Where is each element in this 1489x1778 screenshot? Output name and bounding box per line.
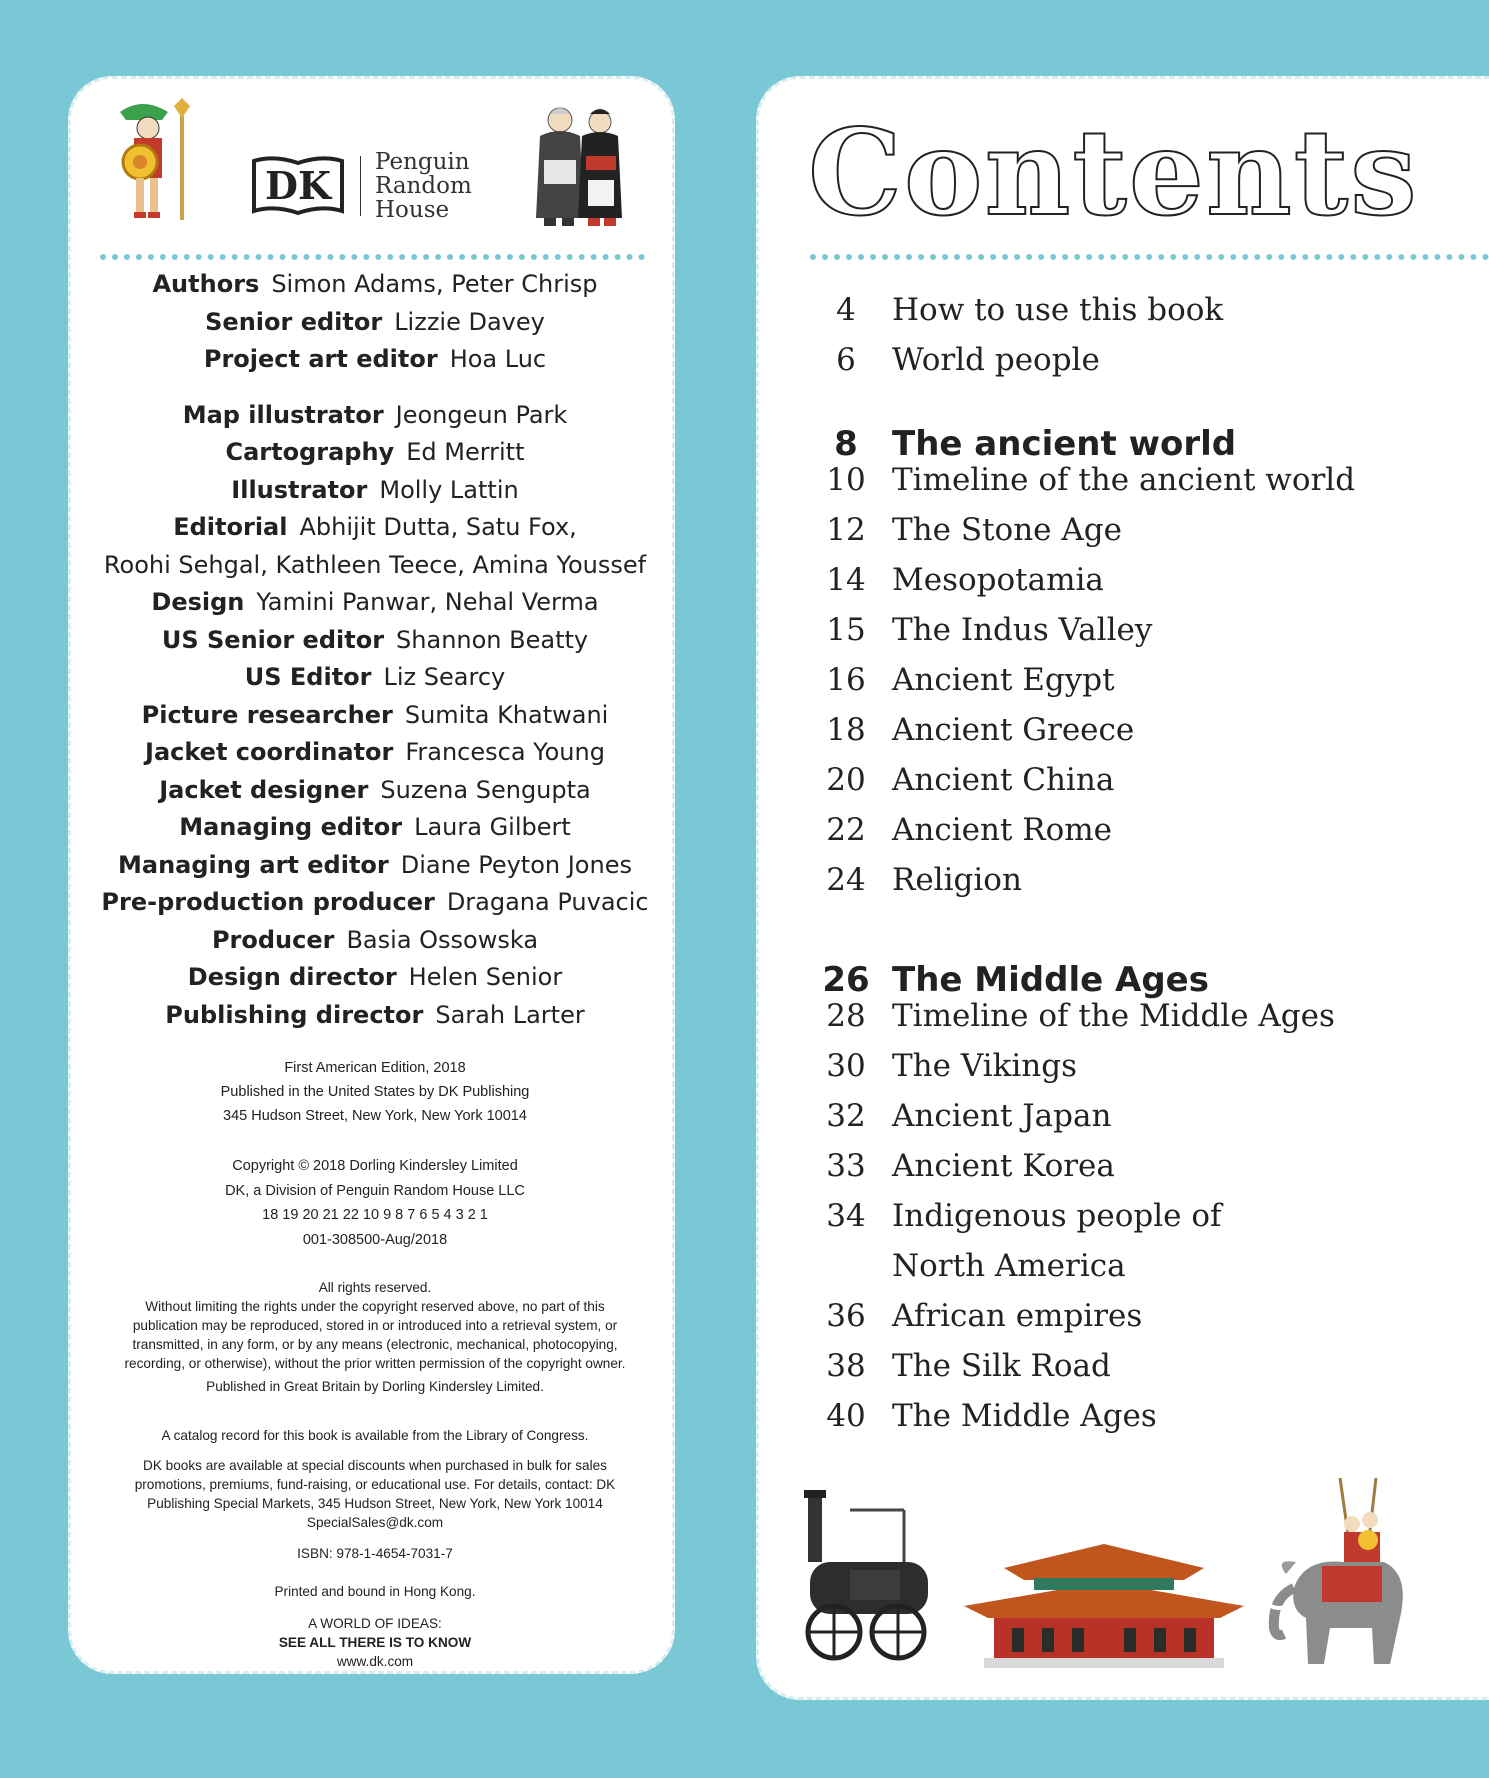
toc-page-number: 6 <box>836 342 856 378</box>
toc-label: The Silk Road <box>892 1348 1111 1384</box>
toc-entry[interactable] <box>800 862 1440 912</box>
copyright-line: 001-308500-Aug/2018 <box>302 1231 448 1248</box>
credit-project-art-editor <box>95 341 655 379</box>
toc-label: Ancient Egypt <box>892 662 1115 698</box>
toc-entry[interactable] <box>800 762 1440 812</box>
credit-publishing-director <box>95 997 655 1035</box>
credit-pre-production-producer <box>95 884 655 922</box>
credit-names: Abhijit Dutta, Satu Fox, <box>299 513 577 541</box>
contents-title: Contents <box>808 103 1419 242</box>
credit-design-director <box>95 959 655 997</box>
credits-list <box>95 266 655 1034</box>
rights-gb: Published in Great Britain by Dorling Kindersley Limited. <box>206 1379 544 1394</box>
rights-line: publication may be reproduced, stored in or introduced into a retrieval system, or <box>132 1318 618 1333</box>
edition-line: Published in the United States by DK Publishing <box>220 1084 530 1100</box>
credit-role: Authors <box>152 270 260 298</box>
credit-illustrator <box>95 472 655 510</box>
toc-entry[interactable] <box>800 1098 1440 1148</box>
special-sales-line: Publishing Special Markets, 345 Hudson Street, New York, New York 10014 <box>147 1496 603 1511</box>
toc-entry[interactable] <box>800 712 1440 762</box>
credit-names: Suzena Sengupta <box>380 775 591 804</box>
toc-label: World people <box>892 342 1100 378</box>
toc-entry[interactable] <box>800 1298 1440 1348</box>
credit-role: Project art editor <box>203 345 438 373</box>
toc-ancient-world <box>800 424 1440 912</box>
credit-role: US Senior editor <box>161 625 385 654</box>
credit-role: Cartography <box>225 438 395 466</box>
credit-editorial-continued <box>95 547 655 585</box>
printed-notice <box>86 1582 664 1601</box>
toc-section-heading[interactable] <box>800 424 1440 462</box>
toc-label: How to use this book <box>892 292 1224 328</box>
toc-page-number: 16 <box>826 662 866 698</box>
chinese-palace-illustration <box>964 1540 1244 1675</box>
credit-us-editor <box>95 659 655 697</box>
rights-notice <box>86 1278 664 1396</box>
toc-intro <box>800 292 1440 392</box>
rights-line: transmitted, in any form, or by any means (electronic, mechanical, photocopying, <box>132 1337 618 1352</box>
aztec-warrior-illustration <box>112 98 192 224</box>
credit-names: Molly Lattin <box>379 475 519 504</box>
copyright-line: Copyright © 2018 Dorling Kindersley Limited <box>232 1158 518 1174</box>
credit-names: Hoa Luc <box>449 345 547 373</box>
edition-line: First American Edition, 2018 <box>284 1060 466 1076</box>
credit-names: Helen Senior <box>408 963 563 991</box>
credit-role: US Editor <box>244 663 372 691</box>
toc-entry[interactable] <box>800 462 1440 512</box>
war-elephant-illustration <box>1264 1478 1414 1668</box>
japanese-couple-illustration <box>530 100 630 230</box>
copyright-line: DK, a Division of Penguin Random House LLC <box>225 1182 525 1199</box>
credit-role: Managing editor <box>179 813 403 841</box>
toc-page-number: 22 <box>826 812 866 848</box>
rights-heading: All rights reserved. <box>318 1280 432 1295</box>
toc-middle-ages <box>800 960 1440 1448</box>
toc-page-number: 33 <box>826 1148 866 1184</box>
credit-jacket-coordinator <box>95 734 655 772</box>
special-sales-email: SpecialSales@dk.com <box>306 1515 444 1530</box>
toc-label: Ancient Korea <box>892 1148 1115 1184</box>
credit-role: Design <box>151 588 245 616</box>
catalog-line: A catalog record for this book is available from the Library of Congress. <box>161 1428 589 1443</box>
credit-names: Basia Ossowska <box>346 925 539 954</box>
credit-names: Sarah Larter <box>435 1000 585 1029</box>
credit-map-illustrator <box>95 397 655 435</box>
credit-names: Laura Gilbert <box>414 813 571 841</box>
credit-names: Ed Merritt <box>406 438 525 466</box>
credit-jacket-designer <box>95 772 655 810</box>
publisher-logo <box>250 150 472 222</box>
toc-label: Indigenous people of <box>892 1198 1222 1234</box>
credit-names: Roohi Sehgal, Kathleen Teece, Amina Youssef <box>103 550 647 579</box>
credit-producer <box>95 922 655 960</box>
credit-names: Lizzie Davey <box>394 307 545 336</box>
tagline-line: A WORLD OF IDEAS: <box>308 1616 442 1631</box>
credit-role: Map illustrator <box>182 400 384 429</box>
credit-names: Yamini Panwar, Nehal Verma <box>256 588 599 616</box>
toc-entry[interactable] <box>800 998 1440 1048</box>
toc-page-number: 14 <box>826 562 866 598</box>
toc-page-number: 10 <box>826 462 866 498</box>
credit-role: Pre-production producer <box>101 888 435 916</box>
toc-entry[interactable] <box>800 342 1440 392</box>
credit-names: Jeongeun Park <box>395 400 568 429</box>
toc-page-number: 28 <box>826 998 866 1034</box>
toc-page-number: 15 <box>826 612 866 648</box>
toc-page-number: 34 <box>826 1198 866 1234</box>
credit-cartography <box>95 434 655 472</box>
toc-label: Ancient Rome <box>892 812 1112 848</box>
credit-names: Simon Adams, Peter Chrisp <box>271 270 598 298</box>
isbn-line: ISBN: 978-1-4654-7031-7 <box>297 1546 453 1561</box>
credit-names: Diane Peyton Jones <box>400 850 632 879</box>
copyright-info <box>86 1154 664 1252</box>
toc-entry[interactable] <box>800 292 1440 342</box>
toc-label: Timeline of the ancient world <box>892 462 1356 498</box>
special-sales-notice <box>86 1456 664 1532</box>
spacer <box>95 379 655 397</box>
copyright-line: 18 19 20 21 22 10 9 8 7 6 5 4 3 2 1 <box>262 1207 488 1223</box>
toc-label: Ancient China <box>892 762 1115 798</box>
special-sales-line: promotions, premiums, fund-raising, or educational use. For details, contact: DK <box>134 1477 616 1492</box>
toc-label: Religion <box>892 862 1022 898</box>
credit-role: Jacket designer <box>159 775 369 804</box>
imprint-line: Random <box>375 173 472 199</box>
toc-label: Ancient Greece <box>892 712 1135 748</box>
toc-entry[interactable] <box>800 662 1440 712</box>
credit-role: Illustrator <box>231 475 368 504</box>
toc-page-number: 18 <box>826 712 866 748</box>
toc-entry[interactable] <box>800 1348 1440 1398</box>
credit-names: Liz Searcy <box>383 663 506 691</box>
credit-role: Producer <box>211 925 335 954</box>
toc-page-number: 8 <box>834 424 858 464</box>
credit-editorial <box>95 509 655 547</box>
printed-line: Printed and bound in Hong Kong. <box>274 1584 476 1599</box>
dk-logo-mark: DK <box>265 163 331 208</box>
toc-section-heading[interactable] <box>800 960 1440 998</box>
toc-entry-continued[interactable] <box>800 1248 1440 1298</box>
credit-design <box>95 584 655 622</box>
toc-entry[interactable] <box>800 612 1440 662</box>
credit-role: Editorial <box>173 513 288 541</box>
toc-label: The Middle Ages <box>892 960 1209 1000</box>
rights-line: Without limiting the rights under the copyright reserved above, no part of this <box>145 1299 605 1314</box>
credit-role: Picture researcher <box>141 700 393 729</box>
toc-entry[interactable] <box>800 1148 1440 1198</box>
isbn <box>86 1544 664 1563</box>
logo-divider <box>360 156 361 216</box>
credit-role: Managing art editor <box>118 850 389 879</box>
edition-info <box>86 1056 664 1128</box>
header-divider <box>100 254 645 260</box>
toc-entry[interactable] <box>800 812 1440 862</box>
toc-page-number: 38 <box>826 1348 866 1384</box>
toc-label: The Stone Age <box>892 512 1122 548</box>
credit-role: Design director <box>187 963 397 991</box>
imprint-line: House <box>375 197 450 223</box>
credit-names: Shannon Beatty <box>396 625 589 654</box>
catalog-notice <box>86 1426 664 1445</box>
toc-label: North America <box>892 1248 1126 1284</box>
toc-entry[interactable] <box>800 562 1440 612</box>
toc-label: The Indus Valley <box>892 612 1153 648</box>
toc-label: Mesopotamia <box>892 562 1104 598</box>
credit-names: Sumita Khatwani <box>404 700 609 729</box>
credit-role: Publishing director <box>165 1000 424 1029</box>
toc-entry[interactable] <box>800 1048 1440 1098</box>
toc-label: The Middle Ages <box>892 1398 1157 1434</box>
tagline <box>86 1614 664 1671</box>
special-sales-line: DK books are available at special discounts when purchased in bulk for sales <box>143 1458 607 1473</box>
rights-line: recording, or otherwise), without the prior written permission of the copyright owner. <box>124 1356 626 1371</box>
imprint-line: Penguin <box>375 149 470 175</box>
toc-entry[interactable] <box>800 1398 1440 1448</box>
toc-entry[interactable] <box>800 1198 1440 1248</box>
toc-page-number: 26 <box>822 960 870 1000</box>
toc-page-number: 24 <box>826 862 866 898</box>
toc-label: African empires <box>892 1298 1143 1334</box>
dk-book-logo <box>250 153 346 219</box>
credit-names: Dragana Puvacic <box>446 888 649 916</box>
toc-page-number: 40 <box>826 1398 866 1434</box>
credit-role: Senior editor <box>205 307 383 336</box>
tagline-bold: SEE ALL THERE IS TO KNOW <box>278 1635 472 1650</box>
toc-page-number: 4 <box>836 292 856 328</box>
credit-managing-editor <box>95 809 655 847</box>
toc-page-number: 30 <box>826 1048 866 1084</box>
credit-names: Francesca Young <box>405 738 605 766</box>
steam-locomotive-illustration <box>800 1490 940 1670</box>
toc-entry[interactable] <box>800 512 1440 562</box>
credit-picture-researcher <box>95 697 655 735</box>
website-url: www.dk.com <box>336 1654 414 1669</box>
edition-line: 345 Hudson Street, New York, New York 10014 <box>223 1108 527 1124</box>
toc-page-number: 32 <box>826 1098 866 1134</box>
toc-label: The ancient world <box>892 424 1237 464</box>
toc-label: Ancient Japan <box>892 1098 1112 1134</box>
toc-page-number: 36 <box>826 1298 866 1334</box>
contents-divider <box>810 254 1489 260</box>
toc-page-number: 20 <box>826 762 866 798</box>
toc-label: Timeline of the Middle Ages <box>892 998 1335 1034</box>
credit-senior-editor <box>95 304 655 342</box>
credit-authors <box>95 266 655 304</box>
credit-us-senior-editor <box>95 622 655 660</box>
credit-role: Jacket coordinator <box>145 738 394 766</box>
toc-label: The Vikings <box>892 1048 1078 1084</box>
credit-managing-art-editor <box>95 847 655 885</box>
imprint-name <box>375 150 472 222</box>
toc-page-number: 12 <box>826 512 866 548</box>
